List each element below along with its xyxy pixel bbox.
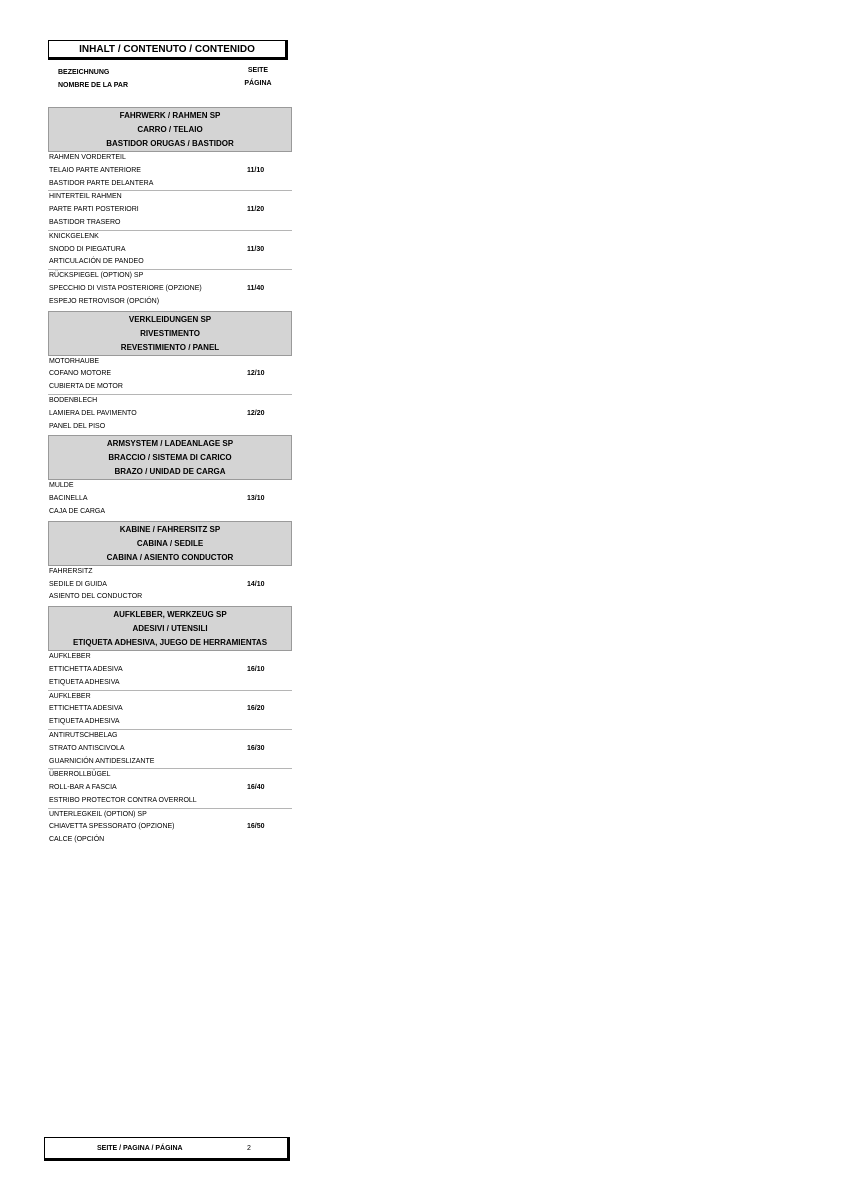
entry-name-es: GUARNICIÓN ANTIDESLIZANTE bbox=[49, 757, 155, 765]
section-header bbox=[48, 107, 292, 152]
section-header bbox=[48, 435, 292, 480]
entry-name-es: CALCE (OPCIÓN bbox=[49, 836, 105, 844]
entry-name-de: ÜBERROLLBÜGEL bbox=[49, 771, 111, 779]
entry-name-it: SEDILE DI GUIDA bbox=[49, 580, 107, 588]
entry-name-it: ETTICHETTA ADESIVA bbox=[49, 705, 123, 713]
column-header-page bbox=[238, 64, 278, 90]
entry-name-it: SPECCHIO DI VISTA POSTERIORE (OPZIONE) bbox=[49, 284, 202, 292]
entry-name-it: SNODO DI PIEGATURA bbox=[49, 245, 126, 253]
section-title-line: CABINA / ASIENTO CONDUCTOR bbox=[106, 552, 234, 562]
section-header bbox=[48, 521, 292, 566]
entry-page-number: 11/20 bbox=[247, 206, 265, 214]
toc-entry[interactable] bbox=[48, 651, 292, 690]
section-title-line: BASTIDOR ORUGAS / BASTIDOR bbox=[106, 139, 234, 148]
section-title-line: BRACCIO / SISTEMA DI CARICO bbox=[108, 453, 232, 463]
entry-name-es: BASTIDOR TRASERO bbox=[49, 218, 121, 226]
toc-list bbox=[48, 107, 292, 847]
toc-entry[interactable] bbox=[48, 395, 292, 433]
toc-entry[interactable] bbox=[48, 231, 292, 270]
section-title-line: CARRO / TELAIO bbox=[137, 125, 203, 134]
section-title-line: CABINA / SEDILE bbox=[136, 538, 204, 548]
entry-name-es: ESTRIBO PROTECTOR CONTRA OVERROLL bbox=[49, 796, 197, 804]
toc-title bbox=[48, 40, 288, 60]
entry-name-it: BACINELLA bbox=[49, 495, 88, 503]
entry-name-es: ARTICULACIÓN DE PANDEO bbox=[49, 258, 144, 266]
section-title-line: BRAZO / UNIDAD DE CARGA bbox=[114, 467, 226, 477]
entry-page-number: 16/30 bbox=[247, 744, 265, 752]
section-header bbox=[48, 311, 292, 356]
entry-name-it: STRATO ANTISCIVOLA bbox=[49, 744, 125, 752]
section-title-line: REVESTIMIENTO / PANEL bbox=[120, 342, 220, 352]
entry-name-es: CUBIERTA DE MOTOR bbox=[49, 383, 123, 391]
toc-entry[interactable] bbox=[48, 566, 292, 604]
entry-name-es: PANEL DEL PISO bbox=[49, 422, 106, 430]
entry-name-de: UNTERLEGKEIL (OPTION) SP bbox=[49, 810, 147, 818]
entry-page-number: 11/30 bbox=[247, 245, 265, 253]
toc-entry[interactable] bbox=[48, 152, 292, 191]
column-header-name-de: BEZEICHNUNG bbox=[58, 69, 110, 76]
section-title-line: ARMSYSTEM / LADEANLAGE SP bbox=[106, 439, 234, 449]
entry-name-de: RÜCKSPIEGEL (OPTION) SP bbox=[49, 272, 144, 280]
toc-entry[interactable] bbox=[48, 691, 292, 730]
toc-title-text: INHALT / CONTENUTO / CONTENIDO bbox=[79, 43, 255, 55]
entry-name-es: BASTIDOR PARTE DELANTERA bbox=[49, 179, 154, 187]
section-title-line: FAHRWERK / RAHMEN SP bbox=[119, 111, 221, 120]
entry-page-number: 12/10 bbox=[247, 370, 265, 378]
entry-name-de: AUFKLEBER bbox=[49, 653, 91, 661]
entry-name-es: CAJA DE CARGA bbox=[49, 507, 106, 515]
entry-name-de: FAHRERSITZ bbox=[49, 567, 93, 575]
entry-page-number: 11/10 bbox=[247, 166, 265, 174]
toc-entry[interactable] bbox=[48, 356, 292, 395]
toc-entry[interactable] bbox=[48, 480, 292, 518]
entry-name-de: MULDE bbox=[49, 482, 74, 490]
section-title-line: ADESIVI / UTENSILI bbox=[132, 624, 208, 634]
toc-entry[interactable] bbox=[48, 191, 292, 230]
column-header-page-de: SEITE bbox=[247, 67, 269, 74]
entry-page-number: 16/20 bbox=[247, 705, 265, 713]
toc-entry[interactable] bbox=[48, 769, 292, 808]
entry-page-number: 16/40 bbox=[247, 784, 265, 792]
entry-name-de: HINTERTEIL RAHMEN bbox=[49, 193, 122, 201]
column-header-page-es: PÁGINA bbox=[244, 80, 272, 87]
entry-name-it: ROLL-BAR A FASCIA bbox=[49, 784, 117, 792]
entry-name-de: ANTIRUTSCHBELAG bbox=[49, 731, 118, 739]
entry-name-es: ASIENTO DEL CONDUCTOR bbox=[49, 593, 143, 601]
footer-page-number: 2 bbox=[247, 1145, 251, 1152]
entry-page-number: 11/40 bbox=[247, 284, 265, 292]
entry-name-de: MOTORHAUBE bbox=[49, 357, 100, 365]
entry-name-de: KNICKGELENK bbox=[49, 232, 99, 240]
section-title-line: VERKLEIDUNGEN SP bbox=[128, 314, 212, 324]
entry-name-de: AUFKLEBER bbox=[49, 692, 91, 700]
toc-entry[interactable] bbox=[48, 730, 292, 769]
entry-name-es: ETIQUETA ADHESIVA bbox=[49, 678, 120, 686]
entry-name-es: ESPEJO RETROVISOR (OPCIÓN) bbox=[49, 297, 160, 305]
entry-page-number: 16/10 bbox=[247, 665, 265, 673]
entry-name-it: TELAIO PARTE ANTERIORE bbox=[49, 166, 141, 174]
section-header bbox=[48, 606, 292, 651]
section-title-line: RIVESTIMENTO bbox=[140, 328, 200, 338]
entry-name-es: ETIQUETA ADHESIVA bbox=[49, 718, 120, 726]
entry-page-number: 16/50 bbox=[247, 823, 265, 831]
page-footer bbox=[44, 1137, 290, 1161]
entry-page-number: 12/20 bbox=[247, 409, 265, 417]
entry-name-de: BODENBLECH bbox=[49, 396, 98, 404]
column-header-name bbox=[58, 66, 128, 92]
entry-name-it: ETTICHETTA ADESIVA bbox=[49, 665, 123, 673]
entry-page-number: 13/10 bbox=[247, 495, 265, 503]
entry-name-it: LAMIERA DEL PAVIMENTO bbox=[49, 409, 137, 417]
section-title-line: ETIQUETA ADHESIVA, JUEGO DE HERRAMIENTAS bbox=[72, 638, 268, 648]
footer-label: SEITE / PAGINA / PÁGINA bbox=[97, 1145, 183, 1152]
toc-entry[interactable] bbox=[48, 270, 292, 308]
entry-name-it: COFANO MOTORE bbox=[49, 370, 112, 378]
section-title-line: AUFKLEBER, WERKZEUG SP bbox=[113, 610, 227, 620]
section-title-line: KABINE / FAHRERSITZ SP bbox=[119, 524, 221, 534]
entry-name-it: PARTE PARTI POSTERIORI bbox=[49, 206, 139, 214]
toc-entry[interactable] bbox=[48, 809, 292, 847]
entry-page-number: 14/10 bbox=[247, 580, 265, 588]
column-header-name-es: NOMBRE DE LA PAR bbox=[58, 82, 128, 89]
entry-name-it: CHIAVETTA SPESSORATO (OPZIONE) bbox=[49, 823, 175, 831]
entry-name-de: RAHMEN VORDERTEIL bbox=[49, 154, 126, 161]
